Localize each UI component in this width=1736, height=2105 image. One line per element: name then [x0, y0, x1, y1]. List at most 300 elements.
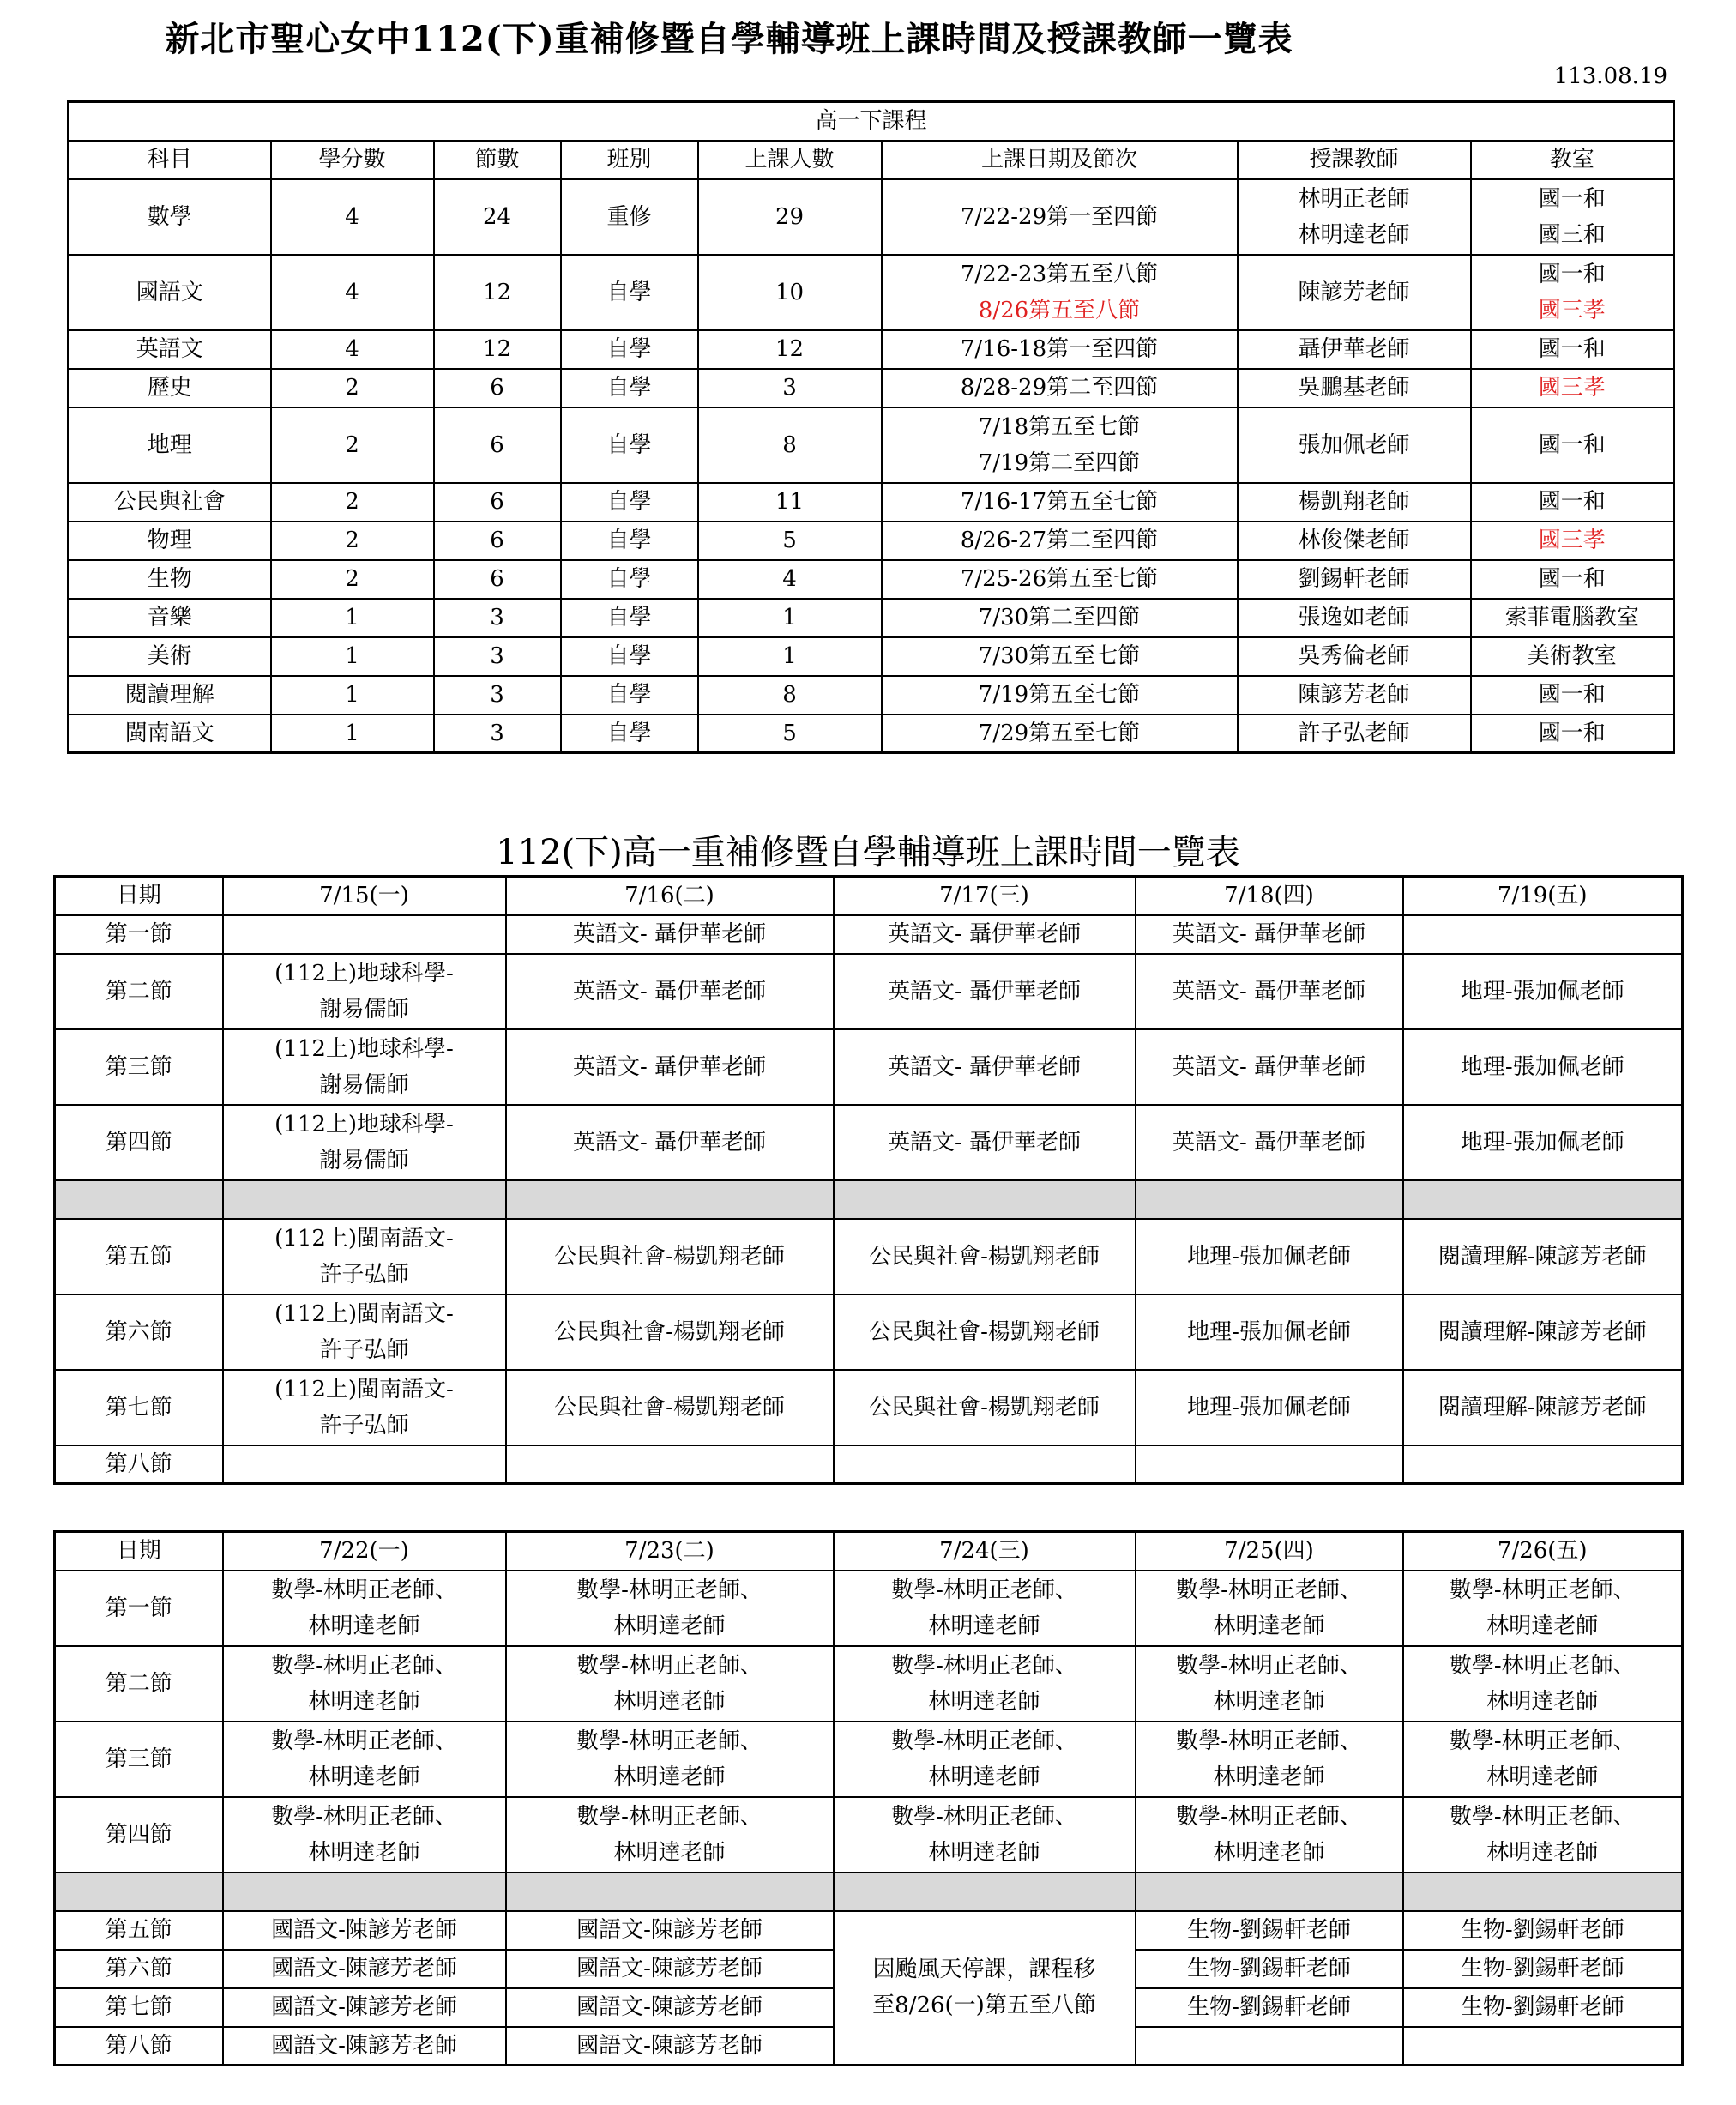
cell-line: 數學-林明正老師、 — [576, 1577, 763, 1603]
schedule-cell: 國語文-陳諺芳老師 — [506, 1950, 834, 1988]
course-subject-cell: 物理 — [69, 522, 271, 560]
cell-line: 7/19第二至四節 — [978, 449, 1141, 476]
cell-line: 英語文- 聶伊華老師 — [887, 978, 1082, 1004]
cell-line: 國一和 — [1538, 185, 1606, 212]
cell-line: 英語文- 聶伊華老師 — [887, 921, 1082, 947]
course-row — [69, 255, 1674, 330]
course-subject-cell: 閩南語文 — [69, 715, 271, 753]
cell-line: 林明達老師 — [308, 1764, 420, 1790]
schedule-cell — [223, 1646, 506, 1722]
cell-line: 林明達老師 — [613, 1839, 726, 1866]
schedule-cell — [1403, 1370, 1683, 1445]
schedule-cell — [506, 1722, 834, 1797]
schedule-cell — [1403, 954, 1683, 1029]
cell-line: 英語文- 聶伊華老師 — [1172, 978, 1366, 1004]
period-row — [55, 1370, 1683, 1445]
course-class-cell: 自學 — [561, 715, 698, 753]
week2-schedule — [53, 1530, 1684, 2066]
schedule-cell — [1403, 1180, 1683, 1219]
cell-line: 林明達老師 — [613, 1764, 726, 1790]
cell-line: 陳諺芳老師 — [1298, 279, 1410, 305]
course-count-cell: 10 — [698, 255, 882, 330]
schedule-cell — [506, 954, 834, 1029]
day-header: 7/26(五) — [1403, 1532, 1683, 1571]
schedule-cell — [223, 1105, 506, 1180]
cell-line: 7/25-26第五至七節 — [960, 566, 1159, 592]
cell-line: 數學-林明正老師、 — [576, 1728, 763, 1754]
cell-line: 林明達老師 — [1213, 1839, 1325, 1866]
cell-line: 公民與社會-楊凱翔老師 — [554, 1243, 785, 1270]
course-credits-cell: 4 — [271, 179, 434, 255]
day-header: 7/18(四) — [1136, 877, 1403, 915]
schedule-cell — [834, 1722, 1136, 1797]
schedule-cell — [1136, 1873, 1403, 1911]
day-header: 7/24(三) — [834, 1532, 1136, 1571]
schedule-cell — [223, 1722, 506, 1797]
cell-line: 因颱風天停課，課程移 — [872, 1957, 1096, 1983]
course-periods-cell: 6 — [434, 522, 561, 560]
course-row — [69, 522, 1674, 560]
cell-line: 林明達老師 — [613, 1613, 726, 1639]
course-class-cell: 自學 — [561, 330, 698, 369]
course-periods-cell: 24 — [434, 179, 561, 255]
cell-line: 劉錫軒老師 — [1298, 566, 1410, 592]
course-credits-cell: 2 — [271, 560, 434, 599]
day-header: 7/17(三) — [834, 877, 1136, 915]
course-count-cell: 1 — [698, 637, 882, 676]
period-label: 第一節 — [55, 1571, 223, 1646]
course-credits-cell: 4 — [271, 330, 434, 369]
typhoon-notice — [834, 1911, 1136, 2066]
schedule-cell — [834, 915, 1136, 954]
schedule-cell — [834, 1873, 1136, 1911]
cell-line: 數學-林明正老師、 — [891, 1652, 1077, 1679]
document-date: 113.08.19 — [1553, 63, 1667, 89]
course-table-caption: 高一下課程 — [69, 102, 1674, 141]
period-label — [55, 1873, 223, 1911]
period-row — [55, 1571, 1683, 1646]
cell-line: 公民與社會-楊凱翔老師 — [869, 1318, 1100, 1345]
cell-line: 數學-林明正老師、 — [1449, 1577, 1636, 1603]
cell-line: 數學-林明正老師、 — [271, 1728, 457, 1754]
schedule-cell: 國語文-陳諺芳老師 — [506, 1988, 834, 2027]
cell-line: 公民與社會-楊凱翔老師 — [869, 1394, 1100, 1420]
cell-line: 張逸如老師 — [1298, 605, 1410, 630]
cell-line: 數學-林明正老師、 — [271, 1652, 457, 1679]
schedule-cell — [1403, 1873, 1683, 1911]
course-teacher-cell — [1238, 715, 1471, 753]
course-schedule-cell — [882, 255, 1238, 330]
header-cell: 上課日期及節次 — [882, 141, 1238, 179]
schedule-cell — [1403, 2027, 1683, 2066]
schedule-cell: 國語文-陳諺芳老師 — [506, 2027, 834, 2066]
period-row — [55, 1445, 1683, 1484]
cell-line: 英語文- 聶伊華老師 — [887, 1053, 1082, 1080]
cell-line: 7/30第五至七節 — [978, 643, 1141, 669]
course-row — [69, 599, 1674, 637]
course-teacher-cell — [1238, 676, 1471, 715]
cell-line: 7/22-23第五至八節 — [960, 261, 1159, 287]
schedule-cell — [223, 1445, 506, 1484]
schedule-cell — [506, 1797, 834, 1873]
break-row — [55, 1180, 1683, 1219]
course-periods-cell: 12 — [434, 255, 561, 330]
cell-line: 8/26第五至八節 — [978, 297, 1141, 323]
header-cell: 教室 — [1471, 141, 1674, 179]
course-subject-cell: 閱讀理解 — [69, 676, 271, 715]
schedule-cell — [834, 1445, 1136, 1484]
period-label: 第一節 — [55, 915, 223, 954]
cell-line: 數學-林明正老師、 — [271, 1803, 457, 1830]
course-room-cell — [1471, 560, 1674, 599]
period-label: 第三節 — [55, 1722, 223, 1797]
course-subject-cell: 生物 — [69, 560, 271, 599]
course-credits-cell: 1 — [271, 637, 434, 676]
schedule-cell: 生物-劉錫軒老師 — [1403, 1911, 1683, 1950]
cell-line: (112上)地球科學- — [274, 1111, 454, 1137]
schedule-cell — [223, 1571, 506, 1646]
cell-line: 林明達老師 — [928, 1839, 1040, 1866]
course-teacher-cell — [1238, 330, 1471, 369]
schedule-cell — [1136, 1105, 1403, 1180]
course-credits-cell: 2 — [271, 483, 434, 522]
cell-line: 林明達老師 — [1213, 1688, 1325, 1715]
course-teacher-cell — [1238, 522, 1471, 560]
course-periods-cell: 3 — [434, 637, 561, 676]
schedule-cell — [834, 1029, 1136, 1105]
cell-line: 許子弘師 — [319, 1261, 409, 1288]
cell-line: 英語文- 聶伊華老師 — [572, 1129, 767, 1155]
schedule-cell: 國語文-陳諺芳老師 — [223, 1911, 506, 1950]
period-label: 第五節 — [55, 1219, 223, 1294]
course-row — [69, 676, 1674, 715]
document-title: 新北市聖心女中112(下)重補修暨自學輔導班上課時間及授課教師一覽表 — [165, 19, 1293, 59]
period-row — [55, 1797, 1683, 1873]
cell-line: 國一和 — [1538, 720, 1606, 746]
cell-line: 謝易儒師 — [319, 1071, 409, 1098]
day-header: 7/22(一) — [223, 1532, 506, 1571]
schedule-cell — [834, 1219, 1136, 1294]
cell-line: 林明達老師 — [928, 1764, 1040, 1790]
cell-line: 地理-張加佩老師 — [1460, 1053, 1624, 1080]
cell-line: 國三孝 — [1538, 528, 1606, 553]
course-count-cell: 12 — [698, 330, 882, 369]
day-header: 7/25(四) — [1136, 1532, 1403, 1571]
course-class-cell: 重修 — [561, 179, 698, 255]
course-teacher-cell — [1238, 637, 1471, 676]
course-count-cell: 5 — [698, 522, 882, 560]
course-periods-cell: 6 — [434, 560, 561, 599]
cell-line: 許子弘師 — [319, 1336, 409, 1363]
course-room-cell — [1471, 369, 1674, 407]
period-row — [55, 1911, 1683, 1950]
schedule-cell: 生物-劉錫軒老師 — [1136, 1988, 1403, 2027]
period-label: 第八節 — [55, 2027, 223, 2066]
schedule-cell — [1403, 1722, 1683, 1797]
course-teacher-cell — [1238, 369, 1471, 407]
course-room-cell — [1471, 715, 1674, 753]
schedule-cell — [1403, 1219, 1683, 1294]
course-table — [67, 100, 1675, 754]
course-room-cell — [1471, 330, 1674, 369]
course-schedule-cell — [882, 369, 1238, 407]
schedule-cell — [223, 1873, 506, 1911]
schedule-cell: 國語文-陳諺芳老師 — [506, 1911, 834, 1950]
course-credits-cell: 1 — [271, 676, 434, 715]
period-label: 第六節 — [55, 1950, 223, 1988]
cell-line: 英語文- 聶伊華老師 — [887, 1129, 1082, 1155]
schedule-cell — [506, 1646, 834, 1722]
cell-line: 公民與社會-楊凱翔老師 — [869, 1243, 1100, 1270]
schedule-cell — [223, 1294, 506, 1370]
cell-line: 索菲電腦教室 — [1504, 605, 1639, 630]
course-subject-cell: 英語文 — [69, 330, 271, 369]
cell-line: 楊凱翔老師 — [1298, 489, 1410, 515]
cell-line: 林明達老師 — [308, 1839, 420, 1866]
cell-line: 7/19第五至七節 — [978, 682, 1141, 708]
course-periods-cell: 3 — [434, 715, 561, 753]
cell-line: 謝易儒師 — [319, 996, 409, 1022]
schedule-cell — [834, 1105, 1136, 1180]
course-credits-cell: 2 — [271, 407, 434, 483]
period-label: 第五節 — [55, 1911, 223, 1950]
course-schedule-cell — [882, 560, 1238, 599]
cell-line: 數學-林明正老師、 — [1449, 1728, 1636, 1754]
schedule-subtitle: 112(下)高一重補修暨自學輔導班上課時間一覽表 — [496, 833, 1240, 872]
schedule-cell — [506, 1445, 834, 1484]
schedule-cell — [1136, 1180, 1403, 1219]
header-cell: 學分數 — [271, 141, 434, 179]
period-row — [55, 1646, 1683, 1722]
period-row — [55, 915, 1683, 954]
cell-line: 林明達老師 — [1213, 1764, 1325, 1790]
course-credits-cell: 2 — [271, 522, 434, 560]
course-room-cell — [1471, 637, 1674, 676]
break-row — [55, 1873, 1683, 1911]
cell-line: (112上)閩南語文- — [274, 1376, 454, 1402]
period-label: 第四節 — [55, 1105, 223, 1180]
schedule-cell — [1136, 954, 1403, 1029]
cell-line: 國一和 — [1538, 489, 1606, 515]
cell-line: 林明達老師 — [308, 1688, 420, 1715]
schedule-cell — [1403, 1445, 1683, 1484]
course-class-cell: 自學 — [561, 676, 698, 715]
cell-line: 公民與社會-楊凱翔老師 — [554, 1318, 785, 1345]
schedule-cell: 生物-劉錫軒老師 — [1136, 1950, 1403, 1988]
cell-line: 林明達老師 — [1486, 1613, 1599, 1639]
schedule-cell — [834, 1571, 1136, 1646]
cell-line: 國一和 — [1538, 682, 1606, 708]
course-count-cell: 5 — [698, 715, 882, 753]
schedule-cell — [834, 954, 1136, 1029]
period-row — [55, 954, 1683, 1029]
cell-line: 閱讀理解-陳諺芳老師 — [1438, 1318, 1647, 1345]
course-schedule-cell — [882, 676, 1238, 715]
period-label: 第二節 — [55, 954, 223, 1029]
cell-line: (112上)地球科學- — [274, 1035, 454, 1062]
cell-line: 至8/26(一)第五至八節 — [872, 1993, 1096, 2019]
schedule-cell — [834, 1797, 1136, 1873]
schedule-cell — [223, 1180, 506, 1219]
cell-line: 國一和 — [1538, 566, 1606, 592]
cell-line: 林俊傑老師 — [1298, 528, 1410, 553]
cell-line: 7/29第五至七節 — [978, 720, 1141, 746]
course-schedule-cell — [882, 179, 1238, 255]
course-teacher-cell — [1238, 407, 1471, 483]
schedule-cell — [223, 1370, 506, 1445]
schedule-cell — [506, 1029, 834, 1105]
course-count-cell: 4 — [698, 560, 882, 599]
period-row — [55, 1029, 1683, 1105]
header-cell: 科目 — [69, 141, 271, 179]
cell-line: 7/18第五至七節 — [978, 413, 1141, 440]
schedule-cell: 國語文-陳諺芳老師 — [223, 1950, 506, 1988]
course-room-cell — [1471, 255, 1674, 330]
course-row — [69, 369, 1674, 407]
schedule-cell — [1136, 1646, 1403, 1722]
period-label — [55, 1180, 223, 1219]
course-schedule-cell — [882, 637, 1238, 676]
period-label: 第四節 — [55, 1797, 223, 1873]
schedule-cell — [506, 1873, 834, 1911]
cell-line: 國一和 — [1538, 261, 1606, 287]
day-header: 7/15(一) — [223, 877, 506, 915]
course-count-cell: 29 — [698, 179, 882, 255]
course-teacher-cell — [1238, 179, 1471, 255]
period-label: 第六節 — [55, 1294, 223, 1370]
course-subject-cell: 美術 — [69, 637, 271, 676]
header-cell: 授課教師 — [1238, 141, 1471, 179]
week2-header — [55, 1532, 1683, 1571]
course-periods-cell: 3 — [434, 676, 561, 715]
cell-line: 陳諺芳老師 — [1298, 682, 1410, 708]
schedule-cell — [834, 1180, 1136, 1219]
course-credits-cell: 2 — [271, 369, 434, 407]
cell-line: 數學-林明正老師、 — [1176, 1803, 1362, 1830]
schedule-cell — [1136, 1370, 1403, 1445]
course-class-cell: 自學 — [561, 369, 698, 407]
period-label: 第二節 — [55, 1646, 223, 1722]
cell-line: 數學-林明正老師、 — [271, 1577, 457, 1603]
period-label: 第七節 — [55, 1988, 223, 2027]
period-row — [55, 1105, 1683, 1180]
schedule-cell — [223, 915, 506, 954]
course-class-cell: 自學 — [561, 599, 698, 637]
course-credits-cell: 4 — [271, 255, 434, 330]
course-count-cell: 8 — [698, 407, 882, 483]
cell-line: 吳鵬基老師 — [1298, 375, 1410, 401]
period-label: 第三節 — [55, 1029, 223, 1105]
cell-line: 林明達老師 — [613, 1688, 726, 1715]
schedule-cell — [1136, 1029, 1403, 1105]
period-row — [55, 1219, 1683, 1294]
cell-line: 聶伊華老師 — [1298, 336, 1410, 362]
cell-line: 張加佩老師 — [1298, 431, 1410, 458]
course-class-cell: 自學 — [561, 560, 698, 599]
schedule-cell — [1403, 1029, 1683, 1105]
schedule-cell — [1403, 1646, 1683, 1722]
cell-line: 林明達老師 — [1486, 1764, 1599, 1790]
cell-line: 閱讀理解-陳諺芳老師 — [1438, 1394, 1647, 1420]
course-credits-cell: 1 — [271, 715, 434, 753]
course-periods-cell: 6 — [434, 369, 561, 407]
cell-line: 國一和 — [1538, 336, 1606, 362]
cell-line: 國一和 — [1538, 431, 1606, 458]
course-row — [69, 330, 1674, 369]
course-schedule-cell — [882, 715, 1238, 753]
course-teacher-cell — [1238, 599, 1471, 637]
cell-line: 許子弘老師 — [1298, 720, 1410, 746]
schedule-cell — [834, 1370, 1136, 1445]
course-class-cell: 自學 — [561, 483, 698, 522]
cell-line: 美術教室 — [1527, 643, 1617, 669]
cell-line: 林明達老師 — [308, 1613, 420, 1639]
cell-line: 英語文- 聶伊華老師 — [572, 978, 767, 1004]
cell-line: 林明達老師 — [1298, 221, 1410, 248]
cell-line: 謝易儒師 — [319, 1147, 409, 1173]
cell-line: 數學-林明正老師、 — [576, 1652, 763, 1679]
schedule-cell — [223, 1029, 506, 1105]
schedule-cell — [834, 1646, 1136, 1722]
cell-line: 英語文- 聶伊華老師 — [1172, 1053, 1366, 1080]
week1-schedule — [53, 875, 1684, 1485]
course-count-cell: 8 — [698, 676, 882, 715]
period-row — [55, 1722, 1683, 1797]
course-periods-cell: 6 — [434, 407, 561, 483]
course-row — [69, 637, 1674, 676]
course-row — [69, 560, 1674, 599]
schedule-cell — [1403, 1797, 1683, 1873]
course-room-cell — [1471, 483, 1674, 522]
cell-line: 數學-林明正老師、 — [1176, 1652, 1362, 1679]
course-count-cell: 1 — [698, 599, 882, 637]
course-room-cell — [1471, 676, 1674, 715]
course-class-cell: 自學 — [561, 522, 698, 560]
course-room-cell — [1471, 179, 1674, 255]
cell-line: 數學-林明正老師、 — [891, 1577, 1077, 1603]
cell-line: 數學-林明正老師、 — [1449, 1803, 1636, 1830]
schedule-cell — [506, 1105, 834, 1180]
course-credits-cell: 1 — [271, 599, 434, 637]
course-row — [69, 407, 1674, 483]
schedule-cell: 生物-劉錫軒老師 — [1136, 1911, 1403, 1950]
course-periods-cell: 3 — [434, 599, 561, 637]
cell-line: 數學-林明正老師、 — [1449, 1652, 1636, 1679]
cell-line: 英語文- 聶伊華老師 — [572, 1053, 767, 1080]
cell-line: (112上)閩南語文- — [274, 1225, 454, 1252]
cell-line: 英語文- 聶伊華老師 — [1172, 1129, 1366, 1155]
header-cell: 班別 — [561, 141, 698, 179]
week1-header — [55, 877, 1683, 915]
schedule-cell: 國語文-陳諺芳老師 — [223, 2027, 506, 2066]
schedule-cell — [506, 1370, 834, 1445]
course-schedule-cell — [882, 483, 1238, 522]
period-label: 第八節 — [55, 1445, 223, 1484]
schedule-cell — [506, 1571, 834, 1646]
course-subject-cell: 音樂 — [69, 599, 271, 637]
schedule-cell — [223, 1219, 506, 1294]
schedule-cell — [834, 1294, 1136, 1370]
course-subject-cell: 地理 — [69, 407, 271, 483]
cell-line: 吳秀倫老師 — [1298, 643, 1410, 669]
cell-line: 林明達老師 — [928, 1613, 1040, 1639]
schedule-cell — [1403, 1294, 1683, 1370]
course-subject-cell: 歷史 — [69, 369, 271, 407]
course-periods-cell: 6 — [434, 483, 561, 522]
cell-line: 8/26-27第二至四節 — [960, 528, 1159, 553]
cell-line: 國三孝 — [1538, 297, 1606, 323]
schedule-cell — [1403, 915, 1683, 954]
